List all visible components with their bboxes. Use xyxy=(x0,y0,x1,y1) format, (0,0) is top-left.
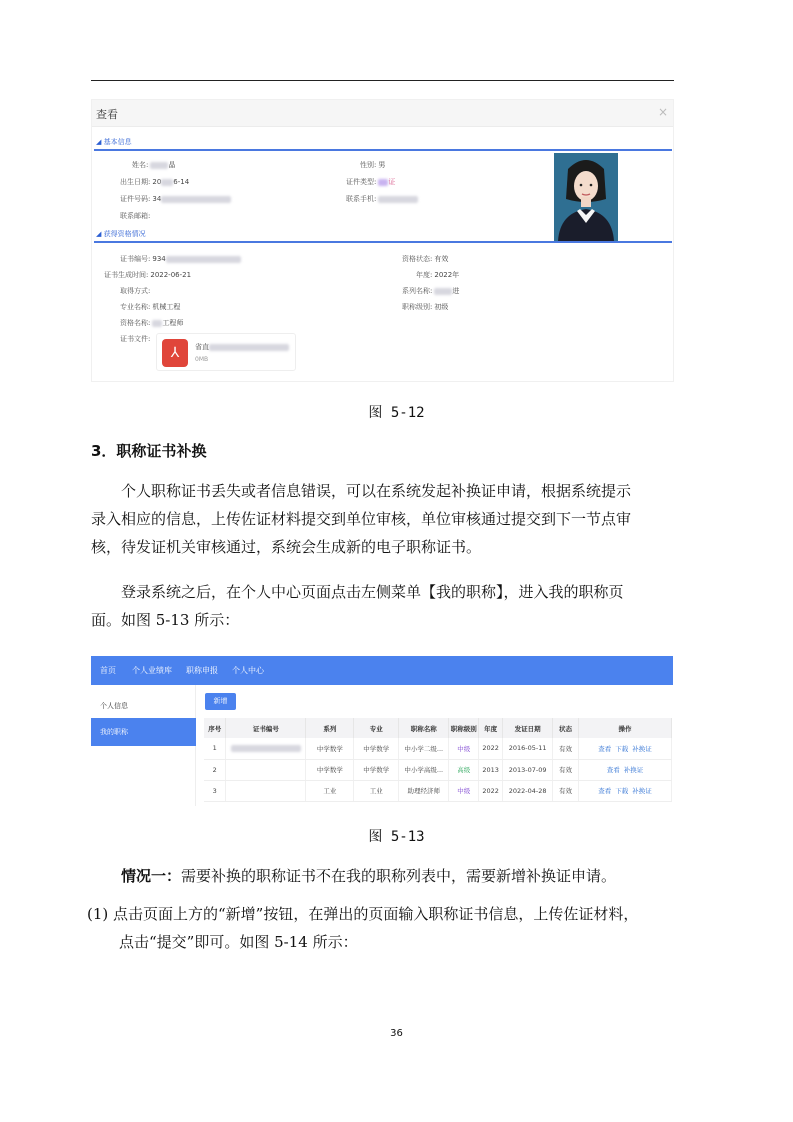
download-link[interactable]: 下载 xyxy=(615,787,629,795)
qualname-field: 资格名称: 工程师 xyxy=(120,319,184,327)
case-lead: 情况一： xyxy=(121,867,182,885)
pdf-icon: ⅄ xyxy=(162,339,188,367)
col-no: 序号 xyxy=(204,718,226,738)
redacted xyxy=(150,162,168,169)
table-header xyxy=(204,718,672,738)
redacted xyxy=(231,745,301,752)
qualification-title: 获得资格情况 xyxy=(103,230,146,238)
redacted xyxy=(161,179,173,186)
figure-caption: 图 5-13 xyxy=(368,829,425,845)
sidebar-item-my-titles[interactable]: 我的职称 xyxy=(91,718,196,746)
col-level: 职称级别 xyxy=(449,718,479,738)
level-field: 职称级别: 初级 xyxy=(402,303,449,311)
table-row: 2 中学数学 中学数学 中小学高级... 高级 2013 2013-07-09 有效 查看 补换证 xyxy=(204,759,672,780)
redacted xyxy=(161,196,231,203)
file-name: 省直 xyxy=(195,342,289,352)
certno-field: 证书编号: 934 xyxy=(120,254,241,264)
sidebar-item-personal-info[interactable]: 个人信息 xyxy=(100,702,128,710)
redacted xyxy=(152,320,162,327)
view-dialog xyxy=(91,99,674,382)
reissue-link[interactable]: 补换证 xyxy=(632,787,652,795)
paragraph-1: 个人职称证书丢失或者信息错误，可以在系统发起补换证申请，根据系统提示 录入相应的信息，上传佐证材料提交到单位审核，单位审核通过提交到下一节点审 核，待发证机关审核通过，系统会生成新的电子职称证书。 xyxy=(91,482,632,556)
col-ops: 操作 xyxy=(579,718,672,738)
id-photo xyxy=(554,153,618,241)
gender-field: 性别: 男 xyxy=(360,161,386,169)
figure-caption: 图 5-12 xyxy=(368,405,425,421)
redacted xyxy=(166,256,241,263)
row-actions xyxy=(579,759,672,780)
sidebar xyxy=(91,685,196,806)
redacted xyxy=(378,179,388,186)
col-series: 系列 xyxy=(306,718,354,738)
view-link[interactable]: 查看 xyxy=(598,787,612,795)
row-actions xyxy=(579,780,672,801)
row-actions xyxy=(579,738,672,759)
email-field: 联系邮箱: xyxy=(120,212,151,220)
col-date: 发证日期 xyxy=(503,718,553,738)
nav-personal-center[interactable]: 个人中心 xyxy=(232,666,264,675)
series-field: 系列名称: 进 xyxy=(402,287,460,295)
titles-table xyxy=(204,718,672,802)
redacted xyxy=(209,344,289,351)
paragraph-2: 登录系统之后，在个人中心页面点击左侧菜单【我的职称】，进入我的职称页 面。如图 5-13 所示： xyxy=(91,583,624,629)
reissue-link[interactable]: 补换证 xyxy=(632,744,652,753)
download-link[interactable]: 下载 xyxy=(615,744,629,753)
method-field: 取得方式: xyxy=(120,287,151,295)
section-divider xyxy=(94,241,672,243)
birth-field: 出生日期: 20 6-14 xyxy=(120,178,190,186)
top-navigation xyxy=(91,656,673,685)
dialog-header xyxy=(92,100,673,127)
status-field: 资格状态: 有效 xyxy=(402,255,449,263)
portrait-image xyxy=(554,153,618,241)
section-divider xyxy=(94,149,672,151)
my-titles-page xyxy=(91,656,673,806)
col-major: 专业 xyxy=(354,718,399,738)
qualification-section: ◢ 获得资格情况 xyxy=(96,230,146,238)
add-button[interactable]: 新增 xyxy=(205,693,236,710)
certificate-file[interactable] xyxy=(156,333,296,371)
year-field: 年度: 2022年 xyxy=(416,271,460,279)
col-cert-no: 证书编号 xyxy=(226,718,306,738)
table-row: 1 中学数学 中学数学 中小学二级... 中级 2022 2016-05-11 有效 查看 下载 补换证 xyxy=(204,738,672,759)
id-field: 证件号码: 34 xyxy=(120,194,231,204)
basic-info-title: 基本信息 xyxy=(103,138,132,146)
nav-home[interactable]: 首页 xyxy=(100,666,116,675)
nav-achievements[interactable]: 个人业绩库 xyxy=(132,666,172,675)
basic-info-section: ◢ 基本信息 xyxy=(96,138,132,146)
issue-time-field: 证书生成时间: 2022-06-21 xyxy=(104,271,192,279)
file-size: 0MB xyxy=(195,356,209,363)
close-icon[interactable]: × xyxy=(657,105,668,119)
col-title: 职称名称 xyxy=(399,718,449,738)
col-status: 状态 xyxy=(553,718,579,738)
view-link[interactable]: 查看 xyxy=(606,766,620,774)
major-field: 专业名称: 机械工程 xyxy=(120,303,181,311)
nav-application[interactable]: 职称申报 xyxy=(186,666,218,675)
redacted xyxy=(434,288,452,295)
page-number: 36 xyxy=(390,1028,403,1039)
idtype-field: 证件类型: 证 xyxy=(346,178,396,186)
redacted xyxy=(378,196,418,203)
header-rule xyxy=(91,80,674,81)
file-field-label: 证书文件: xyxy=(120,335,151,343)
phone-field: 联系手机: xyxy=(346,194,418,204)
view-link[interactable]: 查看 xyxy=(598,744,612,753)
step-one: (1) 点击页面上方的“新增”按钮，在弹出的页面输入职称证书信息，上传佐证材料， 点击“提交”即可。如图 5-14 所示： xyxy=(87,905,639,951)
dialog-title: 查看 xyxy=(96,108,118,121)
reissue-link[interactable]: 补换证 xyxy=(623,766,644,774)
col-year: 年度 xyxy=(479,718,503,738)
case-one: 情况一：需要补换的职称证书不在我的职称列表中，需要新增补换证申请。 xyxy=(121,867,617,885)
section-heading: 3．职称证书补换 xyxy=(91,442,207,460)
name-field: 姓名: 晶 xyxy=(132,161,176,169)
table-row: 3 工业 工业 助理经济师 中级 2022 2022-04-28 有效 查看 下载 补换证 xyxy=(204,780,672,801)
